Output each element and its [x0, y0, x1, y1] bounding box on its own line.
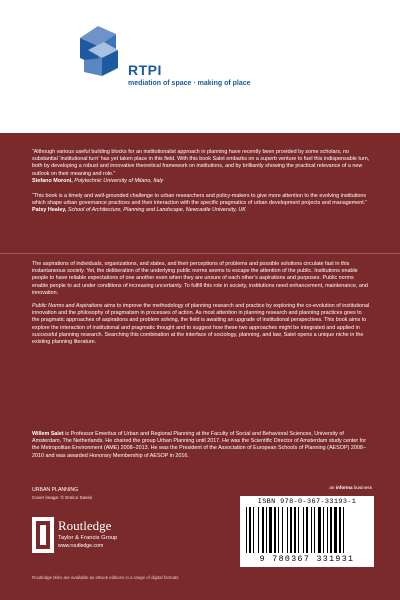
cover-credit: Cover image: © Enrico Savini — [32, 495, 93, 500]
endorsement-quote — [32, 149, 370, 185]
publisher-group: Taylor & Francis Group — [58, 535, 118, 541]
rtpi-tagline: mediation of space · making of place — [128, 80, 251, 87]
quote-text: “This book is a timely and well-grounded challenge to urban researchers and policy-makers to give more attention to the evolving institutions which shape urban governance practices and their interaction with the specific pragmatics of urban development projects and management.” — [32, 193, 368, 207]
barcode-number: 9 780367 331931 — [259, 555, 355, 564]
routledge-logo-icon — [32, 517, 54, 553]
quote-text: “Although various useful building blocks for an institutionalist approach in planning have recently been provided by some scholars, no substantial ‘institutional turn’ has yet taken place in this field. With this book Salet embarks on a superb venture to fuel this indispensable turn, both by developing a robust and innovative theoretical framework on institutions, and by brilliantly showing the practical relevance of a new outlook on their meaning and role.” — [32, 149, 370, 177]
book-title: Public Norms and Aspirations — [32, 303, 103, 310]
description-text: aims to improve the methodology of planning research and practice by exploring the co-evolution of institutional innovation and the philosophy of pragmatism in processes of action. As most attention in planning research and planning practices goes to the pragmatic approaches of aspirations and problem solving, the field is awaiting an upgrade of institutional perspectives. This book aims to explore the interaction of institutional and pragmatic thought and to suggest how these two approaches might be integrated and applied in successful planning research. Searching this combination at the interface of sociology, planning, and law, Salet opens a unique niche in the existing planning literature. — [32, 303, 370, 346]
publisher-url[interactable]: www.routledge.com — [58, 543, 104, 549]
author-bio-name: Willem Salet — [32, 431, 64, 437]
endorsement-quote — [32, 193, 370, 215]
author-name: Stefano Moroni, — [32, 177, 73, 184]
ebook-note: Routledge titles are available as eBook editions in a range of digital formats — [32, 575, 179, 580]
book-description — [32, 261, 370, 352]
author-affiliation: Polytechnic University of Milano, Italy — [74, 177, 164, 184]
publisher-name: Routledge — [58, 518, 112, 533]
author-name: Patsy Healey, — [32, 207, 67, 214]
isbn-barcode — [240, 496, 374, 567]
description-paragraph — [32, 303, 370, 346]
subject-category: URBAN PLANNING — [32, 487, 79, 493]
header-panel — [0, 0, 400, 133]
endorsements — [32, 149, 370, 223]
author-bio — [32, 431, 370, 460]
rtpi-brand: RTPI — [128, 62, 162, 78]
back-cover-body — [0, 133, 400, 600]
description-paragraph: The aspirations of individuals, organizations, and states, and their perceptions of problems and possible solutions circulate fast in this instantaneous society. Yet, the deliberation of the underlying public norms seems to escape the attention of the public. Institutions enable people to have reliable expectations of one another even when they are unsure of each other’s aspirations and purposes. Public norms enable people to act under conditions of increasing uncertainty. To fulfill this role in society, institutions need enhancement, maintenance, and innovation. — [32, 261, 368, 296]
isbn-label: ISBN 978-0-367-33193-1 — [257, 498, 357, 506]
author-bio-text: is Professor Emeritus of Urban and Regional Planning at the Faculty of Social and Behavioral Sciences, University of Amsterdam, The Netherlands. He chaired the group Urban Planning until 2017. He was the Scientific Director of Amsterdam study center for the Metropolitan Environment (AME) 2008–2013. He was the President of the Association of European Schools of Planning (AESOP) 2008–2010 and was awarded Honorary Membership of AESOP in 2016. — [32, 431, 366, 459]
quote-author — [32, 178, 370, 185]
rtpi-logo-icon — [74, 20, 124, 82]
quote-author — [32, 207, 370, 214]
informa-prefix: an — [329, 485, 336, 490]
informa-brand: informa — [335, 485, 353, 490]
divider — [0, 253, 400, 254]
informa-suffix: business — [352, 485, 372, 490]
barcode-icon — [245, 507, 369, 553]
author-affiliation: School of Architecture, Planning and Landscape, Newcastle University, UK — [67, 207, 246, 214]
informa-business — [329, 485, 372, 490]
